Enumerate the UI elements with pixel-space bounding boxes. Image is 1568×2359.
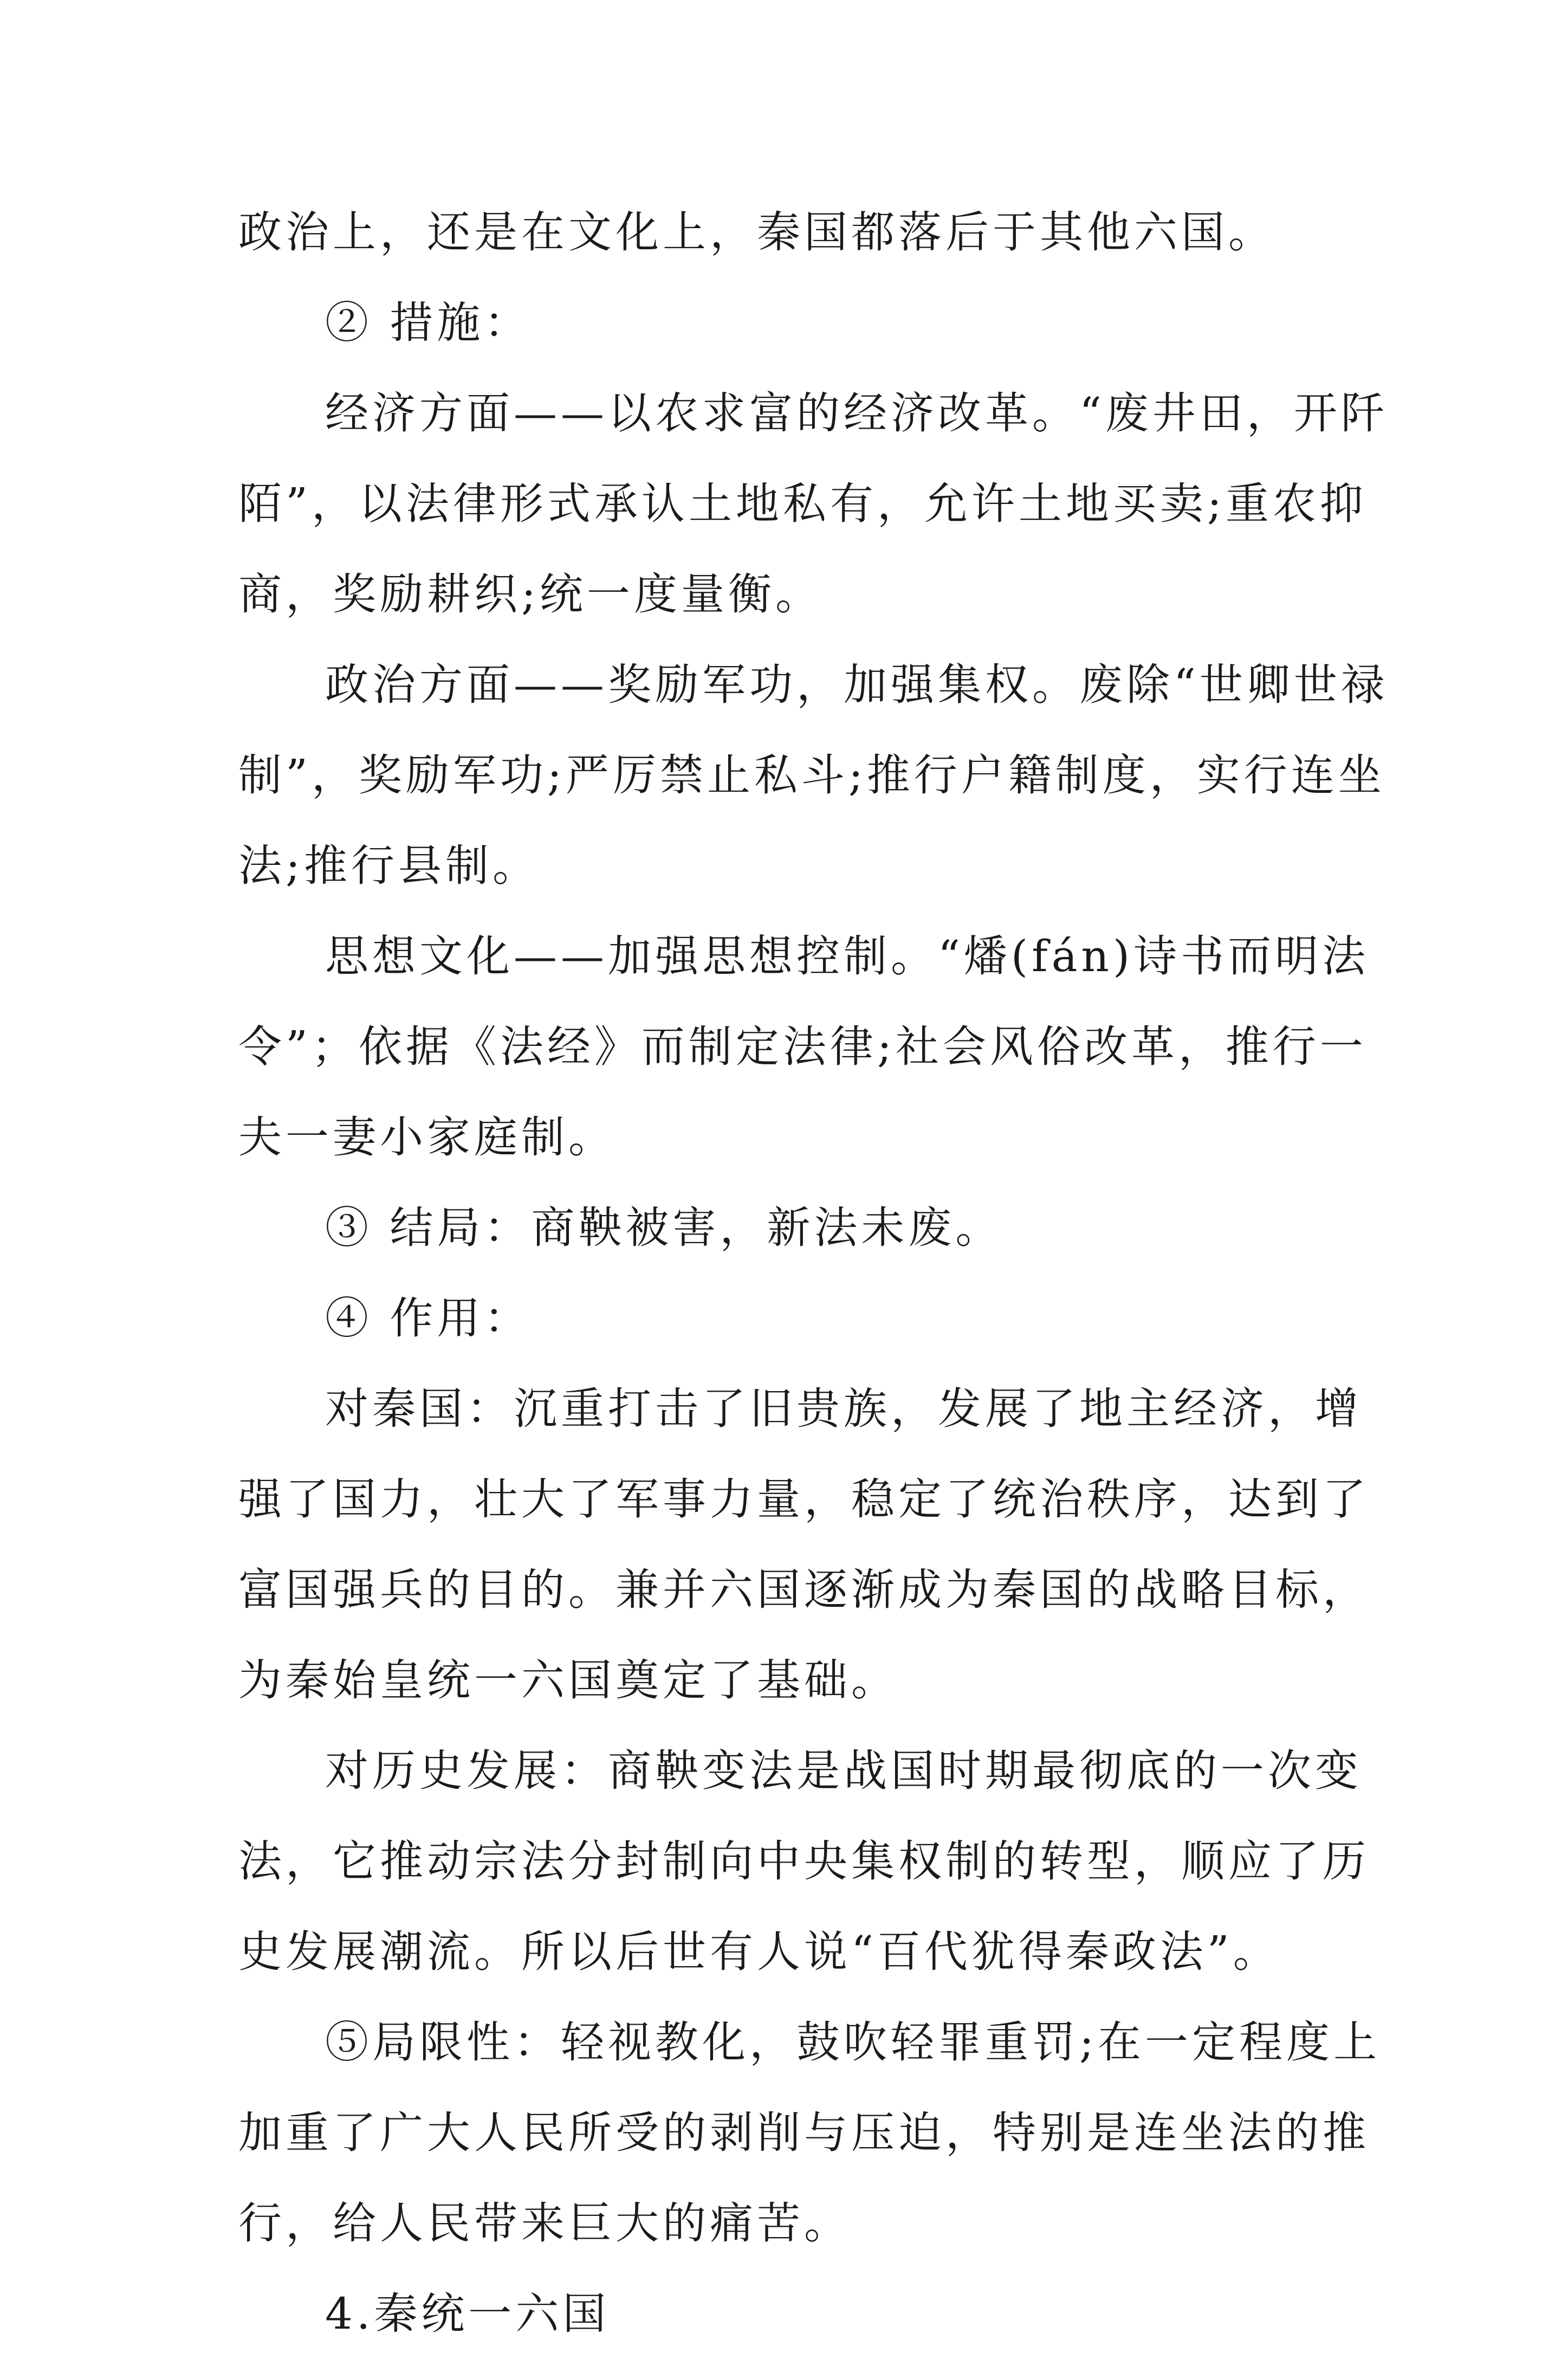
- paragraph-political-measures: 政治方面——奖励军功，加强集权。废除“世卿世禄制”，奖励军功;严厉禁止私斗;推行户籍制度，实行连坐法;推行县制。: [238, 660, 1388, 891]
- paragraph-effects-on-qin: 对秦国：沉重打击了旧贵族，发展了地主经济，增强了国力，壮大了军事力量，稳定了统治秩序，达到了富国强兵的目的。兼并六国逐渐成为秦国的战略目标，为秦始皇统一六国奠定了基础。: [238, 1384, 1370, 1705]
- paragraph-politics-culture-behind: 政治上，还是在文化上，秦国都落后于其他六国。: [238, 207, 1275, 257]
- paragraph-cultural-measures: 思想文化——加强思想控制。“燔(fán)诗书而明法令”；依据《法经》而制定法律;社会风俗改革，推行一夫一妻小家庭制。: [238, 931, 1370, 1162]
- paragraph-measures-heading: ② 措施：: [325, 298, 532, 348]
- paragraph-effects-on-history: 对历史发展：商鞅变法是战国时期最彻底的一次变法，它推动宗法分封制向中央集权制的转型，顺应了历史发展潮流。所以后世有人说“百代犹得秦政法”。: [238, 1746, 1370, 1977]
- document-body: [238, 187, 1398, 2359]
- paragraph-effects-heading: ④ 作用：: [325, 1293, 532, 1343]
- paragraph-economic-measures: 经济方面——以农求富的经济改革。“废井田，开阡陌”，以法律形式承认土地私有，允许土地买卖;重农抑商，奖励耕织;统一度量衡。: [238, 388, 1388, 619]
- paragraph-limitations: ⑤局限性：轻视教化，鼓吹轻罪重罚;在一定程度上加重了广大人民所受的剥削与压迫，特别是连坐法的推行，给人民带来巨大的痛苦。: [238, 2017, 1381, 2248]
- section-heading-qin-unification: 4.秦统一六国: [325, 2289, 610, 2339]
- paragraph-outcome: ③ 结局：商鞅被害，新法未废。: [325, 1203, 1003, 1253]
